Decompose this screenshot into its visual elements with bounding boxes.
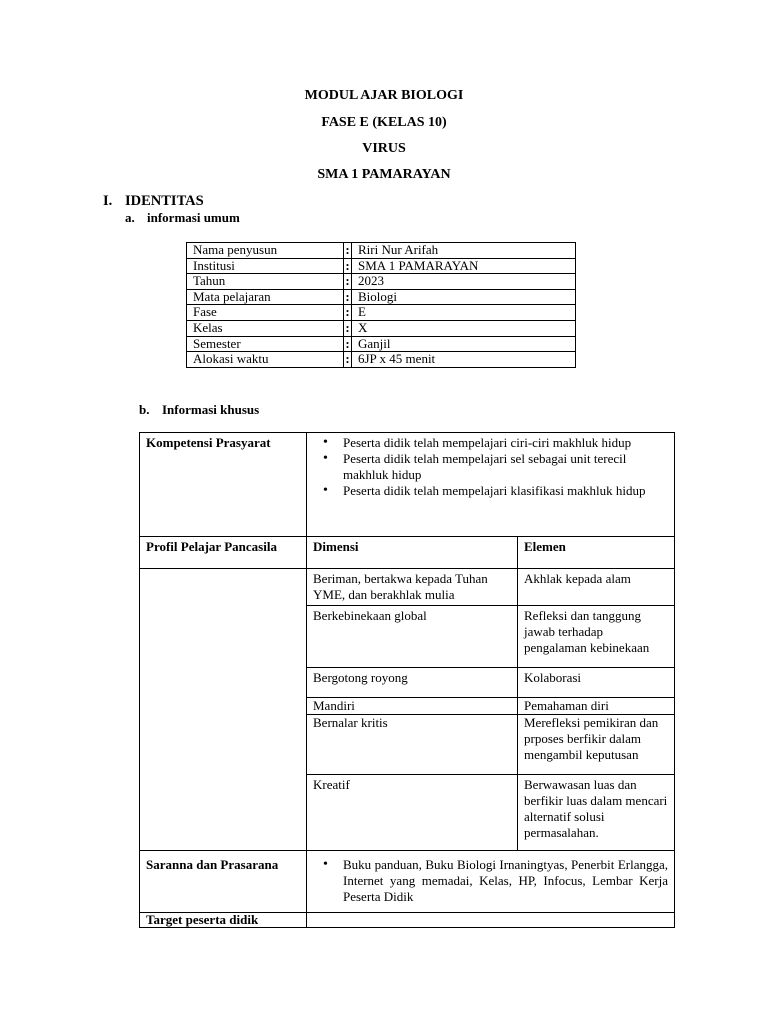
identitas-label: Tahun — [187, 274, 344, 290]
doc-phase: FASE E (KELAS 10) — [321, 115, 447, 130]
identitas-row — [187, 305, 576, 321]
identitas-value: 6JP x 45 menit — [352, 352, 576, 368]
informasi-khusus-table — [139, 432, 675, 928]
identitas-value: Biologi — [352, 289, 576, 305]
elemen-cell: Refleksi dan tanggung jawab terhadap pengalaman kebinekaan — [518, 606, 675, 668]
identitas-label: Alokasi waktu — [187, 352, 344, 368]
saranan-cell — [307, 851, 675, 913]
identitas-row — [187, 243, 576, 259]
identitas-label: Semester — [187, 336, 344, 352]
identitas-separator: : — [345, 257, 350, 273]
target-cell — [307, 913, 675, 928]
kompetensi-label: Kompetensi Prasyarat — [140, 433, 307, 537]
identitas-label: Fase — [187, 305, 344, 321]
dimensi-cell: Bernalar kritis — [307, 715, 518, 775]
dimensi-cell: Mandiri — [307, 698, 518, 715]
target-row — [140, 913, 675, 928]
dimensi-cell: Kreatif — [307, 775, 518, 851]
identitas-value: X — [352, 320, 576, 336]
identitas-row — [187, 274, 576, 290]
kompetensi-item: • Peserta didik telah mempelajari klasifikasi makhluk hidup — [343, 483, 668, 499]
saranan-label: Saranna dan Prasarana — [140, 851, 307, 913]
identitas-label: Institusi — [187, 258, 344, 274]
identitas-row — [187, 258, 576, 274]
kompetensi-cell — [307, 433, 675, 537]
doc-school: SMA 1 PAMARAYAN — [317, 167, 451, 182]
identitas-separator: : — [345, 273, 350, 289]
dimensi-cell: Beriman, bertakwa kepada Tuhan YME, dan berakhlak mulia — [307, 569, 518, 606]
elemen-cell: Kolaborasi — [518, 668, 675, 698]
saranan-item: • Buku panduan, Buku Biologi Irnaningtyas, Penerbit Erlangga, Internet yang memadai, Kelas, HP, Infocus, Lembar Kerja Peserta Didik — [343, 857, 668, 905]
profil-row — [140, 569, 675, 606]
identitas-separator: : — [345, 304, 350, 320]
identitas-value: SMA 1 PAMARAYAN — [352, 258, 576, 274]
elemen-cell: Pemahaman diri — [518, 698, 675, 715]
target-label: Target peserta didik — [140, 913, 307, 928]
identitas-value: 2023 — [352, 274, 576, 290]
identitas-separator: : — [345, 335, 350, 351]
doc-topic: VIRUS — [362, 141, 406, 156]
identitas-value: Ganjil — [352, 336, 576, 352]
subsection-a-letter: a. — [125, 210, 135, 225]
elemen-cell: Merefleksi pemikiran dan prposes berfikir dalam mengambil keputusan — [518, 715, 675, 775]
subsection-a-title: informasi umum — [147, 210, 240, 225]
identitas-label: Nama penyusun — [187, 243, 344, 259]
saranan-row — [140, 851, 675, 913]
identitas-separator: : — [345, 319, 350, 335]
identitas-row — [187, 289, 576, 305]
saranan-list — [313, 857, 668, 905]
identitas-separator: : — [345, 242, 350, 257]
identitas-row — [187, 320, 576, 336]
kompetensi-item: • Peserta didik telah mempelajari sel sebagai unit terecil makhluk hidup — [343, 451, 668, 483]
identitas-label: Mata pelajaran — [187, 289, 344, 305]
identitas-value: E — [352, 305, 576, 321]
identitas-row — [187, 352, 576, 368]
identitas-row — [187, 336, 576, 352]
identitas-table — [186, 242, 576, 368]
dimensi-header: Dimensi — [307, 537, 518, 569]
profil-header-row — [140, 537, 675, 569]
identitas-separator: : — [345, 288, 350, 304]
section-1-title: IDENTITAS — [125, 193, 204, 209]
kompetensi-row — [140, 433, 675, 537]
kompetensi-list — [313, 435, 668, 499]
profil-empty-cell — [140, 569, 307, 851]
elemen-cell: Akhlak kepada alam — [518, 569, 675, 606]
identitas-label: Kelas — [187, 320, 344, 336]
dimensi-cell: Bergotong royong — [307, 668, 518, 698]
elemen-header: Elemen — [518, 537, 675, 569]
identitas-separator: : — [345, 351, 350, 367]
identitas-value: Riri Nur Arifah — [352, 243, 576, 259]
doc-title: MODUL AJAR BIOLOGI — [304, 88, 464, 103]
kompetensi-item: • Peserta didik telah mempelajari ciri-ciri makhluk hidup — [343, 435, 668, 451]
profil-label: Profil Pelajar Pancasila — [140, 537, 307, 569]
subsection-b-title: Informasi khusus — [162, 402, 260, 417]
subsection-b-letter: b. — [139, 402, 150, 417]
elemen-cell: Berwawasan luas dan berfikir luas dalam mencari alternatif solusi permasalahan. — [518, 775, 675, 851]
section-1-number: I. — [103, 193, 113, 209]
dimensi-cell: Berkebinekaan global — [307, 606, 518, 668]
